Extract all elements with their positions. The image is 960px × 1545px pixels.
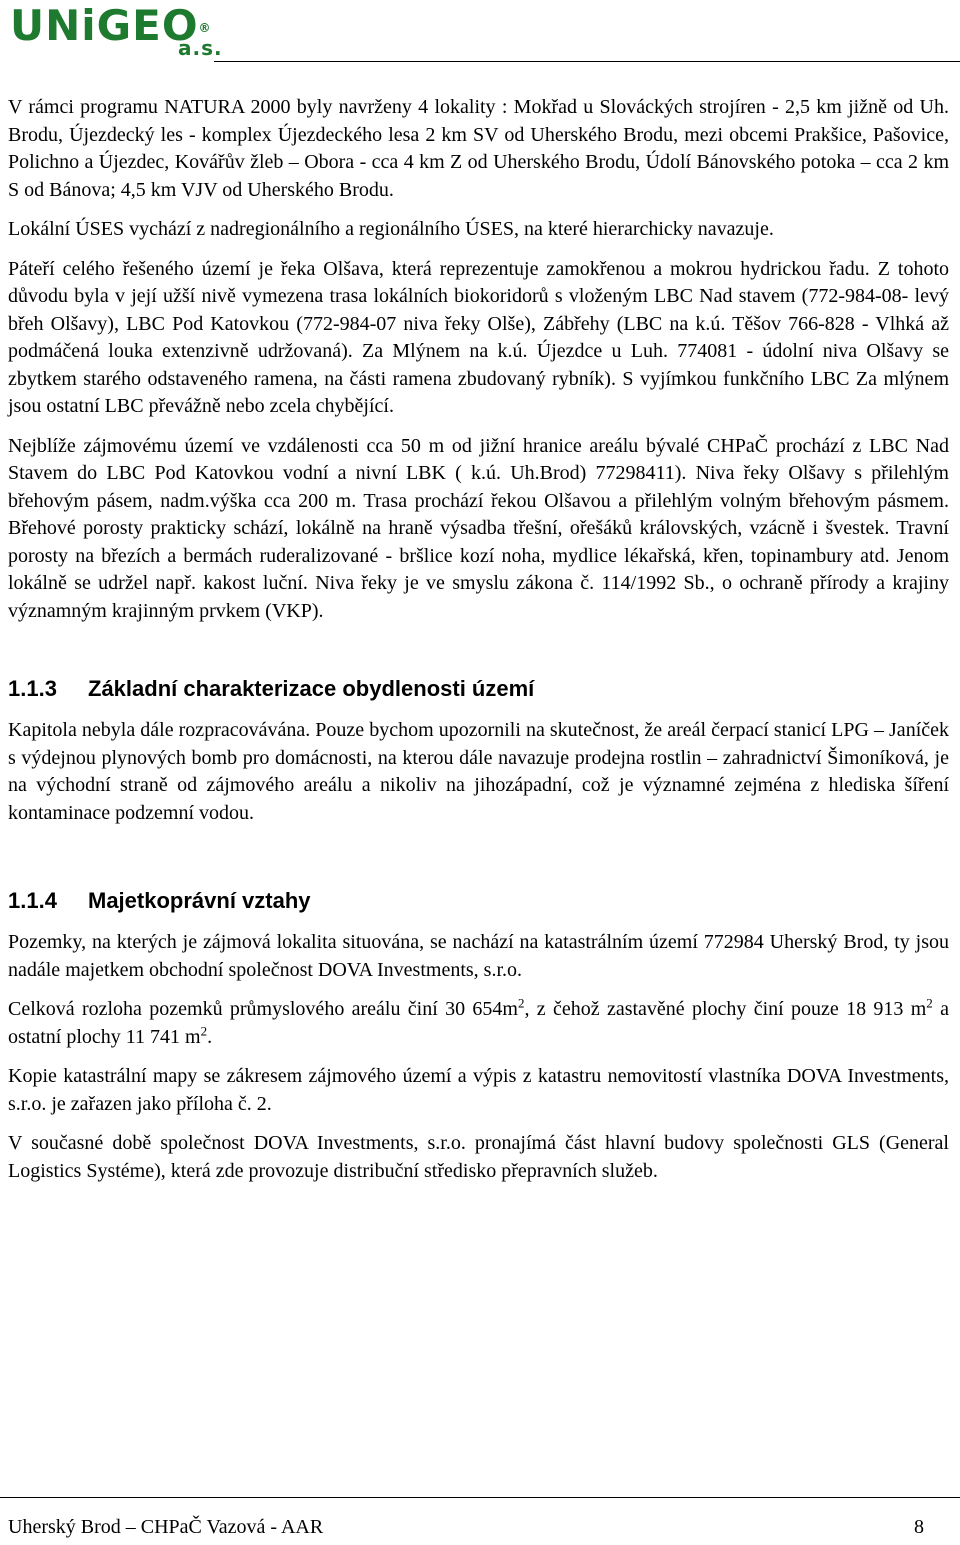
paragraph-natura: V rámci programu NATURA 2000 byly navrženy 4 lokality : Mokřad u Slováckých strojíren - 2,5 km jižně od Uh. Brodu, Újezdecký les - komplex Újezdeckého lesa 2 km SV od Uherského Brodu, mezi obcemi Prakšice, Pašovice, Polichno a Újezdec, Kovářův žleb – Obora - cca 4 km Z od Uherského Brodu, Údolí Bánovského potoka – cca 2 km S od Bánova; 4,5 km VJV od Uherského Brodu. — [8, 96, 949, 201]
superscript: 2 — [926, 995, 933, 1011]
page-number: 8 — [914, 1516, 924, 1538]
paragraph-pronajem: V současné době společnost DOVA Investments, s.r.o. pronajímá část hlavní budovy společnosti GLS (General Logistics Systéme), která zde provozuje distribuční středisko přepravních služeb. — [8, 1132, 949, 1182]
section-title: Majetkoprávní vztahy — [88, 888, 311, 913]
section-heading-majetkopravni — [8, 887, 949, 915]
logo-suffix: a.s. — [178, 36, 223, 60]
paragraph-obydlenost: Kapitola nebyla dále rozpracovávána. Pouze bychom upozornili na skutečnost, že areál čerpací stanicí LPG – Janíček s výdejnou plynových bomb pro domácnosti, na kterou dále navazuje prodejna rostlin – zahradnictví Šimoníková, je na východní straně od zájmového areálu a nikoliv na jihozápadní, což je významné zejména z hlediska šíření kontaminace podzemní vodou. — [8, 719, 949, 824]
section-heading-obydlenost — [8, 675, 949, 703]
text-run: a ostatní plochy 11 741 m — [8, 998, 949, 1048]
logo-text: UNiGEO — [10, 1, 199, 50]
superscript: 2 — [517, 995, 525, 1011]
paragraph-olsava: Páteří celého řešeného území je řeka Olšava, která reprezentuje zamokřenou a mokrou hydrickou řadu. Z tohoto důvodu byla v její užší nivě vymezena trasa lokálních biokoridorů s vloženým LBC Nad stavem (772-984-08- levý břeh Olšavy), LBC Pod Katovkou (772-984-07 niva řeky Olše), Zábřehy (LBC na k.ú. Těšov 766-828 - Vlhká až podmáčená louka extenzivně udržovaná). Za Mlýnem na k.ú. Újezdce u Luh. 774081 - údolní niva Olšavy se zbytkem starého odstaveného ramena, na části ramena zbudovaný rybník). S vyjímkou funkčního LBC Za mlýnem jsou ostatní LBC převážně nebo zcela chybějící. — [8, 257, 949, 417]
section-number: 1.1.3 — [8, 676, 57, 701]
paragraph-kopie-mapy: Kopie katastrální mapy se zákresem zájmového území a výpis z katastru nemovitostí vlastníka DOVA Investments, s.r.o. je zařazen jako příloha č. 2. — [8, 1065, 949, 1115]
paragraph-pozemky: Pozemky, na kterých je zájmová lokalita situována, se nachází na katastrálním území 772984 Uherský Brod, ty jsou nadále majetkem obchodní společnost DOVA Investments, s.r.o. — [8, 931, 949, 981]
superscript: 2 — [200, 1022, 208, 1038]
company-logo — [10, 1, 223, 60]
document-body — [8, 94, 949, 1197]
registered-mark: ® — [198, 21, 212, 35]
header-rule — [214, 61, 960, 62]
text-run: , z čehož zastavěné plochy činí pouze 18 913 m — [524, 998, 927, 1020]
paragraph-rozloha — [8, 996, 949, 1051]
page-header — [0, 0, 960, 66]
footer-rule — [0, 1497, 960, 1498]
paragraph-uses: Lokální ÚSES vychází z nadregionálního a regionálního ÚSES, na které hierarchicky navazuje. — [8, 218, 774, 240]
paragraph-lbk: Nejblíže zájmovému území ve vzdálenosti cca 50 m od jižní hranice areálu bývalé CHPaČ prochází z LBC Nad Stavem do LBC Pod Katovkou vodní a nivní LBK ( k.ú. Uh.Brod) 77298411). Niva řeky Olšavy s přilehlým břehovým pásem, nadm.výška cca 200 m. Trasa prochází řekou Olšavou a přilehlým volným břehovým pásmem. Břehové porosty prakticky schází, lokálně na hraně výsadba třešní, ořešáků královských, vzácně i švestek. Travní porosty na březích a bermách ruderalizované - bršlice kozí noha, mydlice lékařská, křen, topinambury atd. Jenom lokálně se udržel např. kakost luční. Niva řeky je ve smyslu zákona č. 114/1992 Sb., o ochraně přírody a krajiny významným krajinným prvkem (VKP). — [8, 434, 949, 622]
text-run: . — [207, 1025, 213, 1048]
section-number: 1.1.4 — [8, 888, 57, 913]
section-title: Základní charakterizace obydlenosti území — [88, 676, 535, 701]
text-run: Celková rozloha pozemků průmyslového areálu činí 30 654m — [8, 998, 518, 1020]
footer-title: Uherský Brod – CHPaČ Vazová - AAR — [8, 1516, 324, 1538]
